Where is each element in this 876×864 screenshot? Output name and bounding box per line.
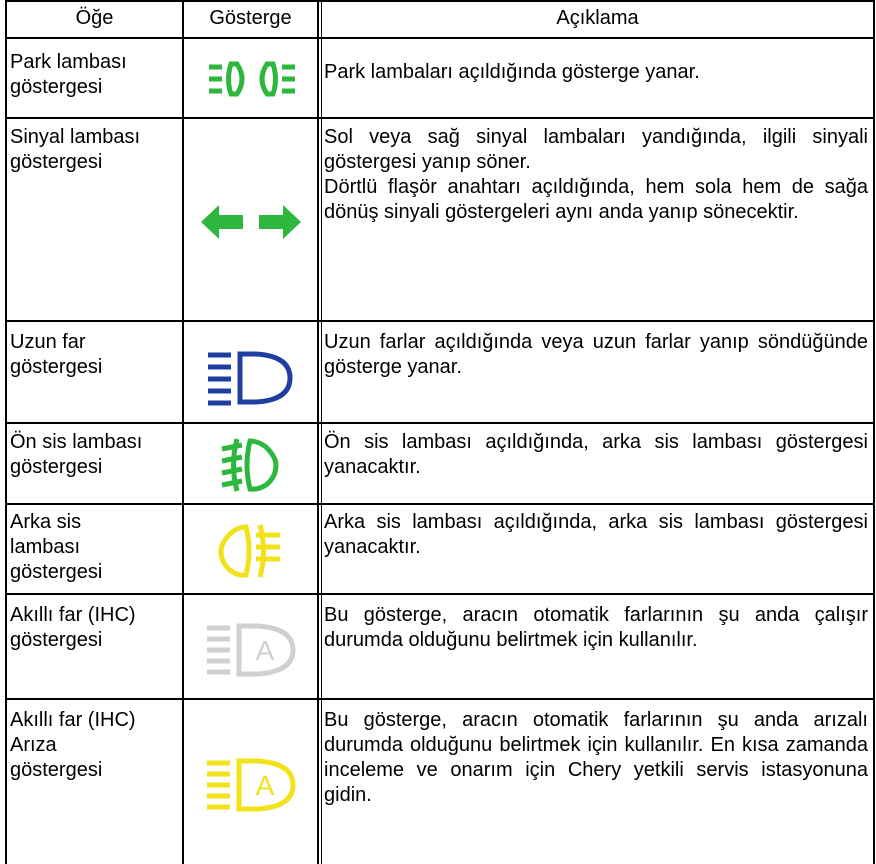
row-divider-3	[5, 422, 875, 424]
description-text: Uzun farlar açıldığında veya uzun farlar yanıp söndüğünde gösterge yanar.	[324, 331, 868, 378]
column-divider-2b	[321, 0, 322, 864]
column-divider-2	[317, 0, 319, 864]
header-indicator: Gösterge	[209, 7, 292, 29]
description-text: Ön sis lambası açıldığında, arka sis lambası göstergesi yanacaktır.	[324, 431, 868, 478]
header-item: Öğe	[75, 7, 114, 29]
table-border-right	[873, 0, 875, 864]
front-fog-light-icon	[220, 437, 280, 493]
column-divider-1	[182, 0, 184, 864]
header-description: Açıklama	[556, 7, 639, 29]
item-label: Akıllı far (IHC) Arıza göstergesi	[10, 709, 136, 781]
row-divider-2	[5, 320, 875, 322]
header-divider	[5, 37, 875, 39]
description-text: Arka sis lambası açıldığında, arka sis lambası göstergesi yanacaktır.	[324, 511, 868, 558]
item-label: Akıllı far (IHC) göstergesi	[10, 604, 136, 651]
item-label: Ön sis lambası göstergesi	[10, 431, 143, 478]
row-divider-5	[5, 593, 875, 595]
item-label: Arka sis lambası göstergesi	[10, 511, 103, 583]
svg-text:A: A	[255, 770, 275, 801]
parking-light-icon	[207, 58, 297, 100]
item-label: Uzun far göstergesi	[10, 331, 103, 378]
table-border-top	[5, 0, 875, 2]
item-label: Sinyal lambası göstergesi	[10, 126, 141, 173]
high-beam-icon	[206, 350, 296, 406]
description-text: Park lambaları açıldığında gösterge yanar.	[324, 61, 700, 83]
row-divider-6	[5, 698, 875, 700]
row-divider-1	[5, 117, 875, 119]
svg-text:A: A	[255, 635, 275, 666]
row-divider-4	[5, 503, 875, 505]
description-text: Bu gösterge, aracın otomatik farlarının şu anda çalışır durumda olduğunu belirtmek için kullanılır.	[324, 604, 868, 651]
rear-fog-light-icon	[218, 523, 282, 579]
table-border-left	[5, 0, 7, 864]
intelligent-headlight-icon	[205, 622, 299, 678]
description-text: Bu gösterge, aracın otomatik farlarının şu anda arızalı durumda olduğunu belirtmek için kullanılır. En kısa zamanda inceleme ve onarım için Chery yetkili servis istasyonuna gidin.	[324, 709, 868, 806]
item-label: Park lambası göstergesi	[10, 51, 127, 98]
intelligent-headlight-fault-icon	[205, 757, 299, 813]
description-text: Sol veya sağ sinyal lambaları yandığında, ilgili sinyali göstergesi yanıp söner. Dörtlü flaşör anahtarı açıldığında, hem sola hem de sağa dönüş sinyali göstergeleri aynı anda yanıp sönecektir.	[324, 126, 868, 223]
turn-signal-arrows-icon	[201, 205, 301, 239]
